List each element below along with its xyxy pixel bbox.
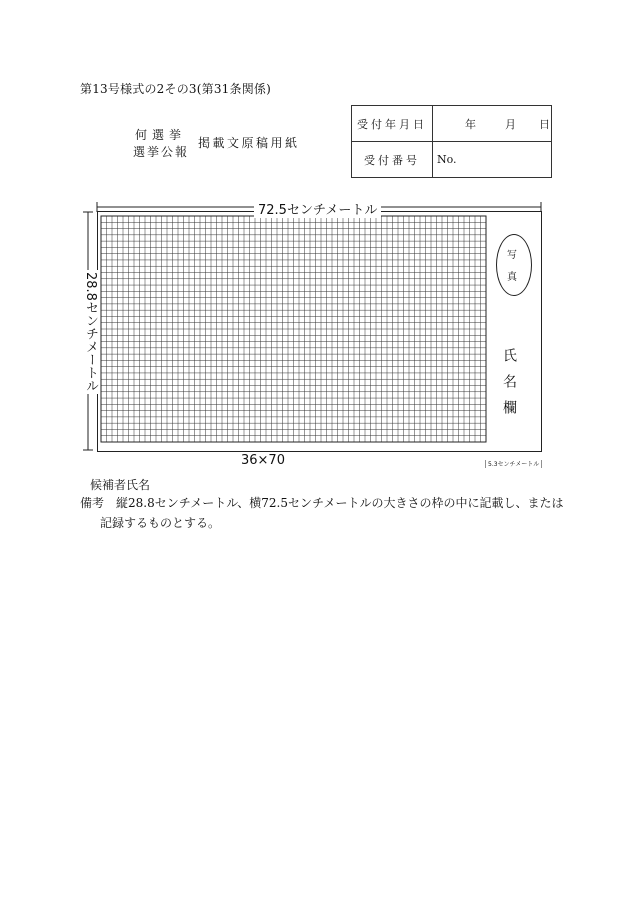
year-label: 年: [465, 118, 476, 131]
name-field-label: 氏名欄: [501, 348, 517, 426]
width-dimension-label: 72.5センチメートル: [254, 199, 381, 218]
number-prefix: No.: [437, 153, 457, 166]
month-label: 月: [505, 118, 516, 131]
photo-area[interactable]: [496, 234, 532, 296]
height-dimension-label: 28.8センチメートル: [83, 272, 98, 392]
candidate-name-label: 候補者氏名: [90, 478, 151, 492]
grid-size-label: 36×70: [241, 453, 285, 468]
photo-label-1: 写: [507, 250, 517, 261]
day-label: 日: [539, 118, 550, 131]
form-number: 第13号様式の2その3(第31条関係): [80, 82, 271, 96]
remarks-line-1: 備考 縦28.8センチメートル、横72.5センチメートルの大きさの枠の中に記載し、または: [80, 496, 564, 510]
writing-grid[interactable]: [101, 216, 486, 442]
manuscript-title: 掲載文原稿用紙: [198, 136, 300, 150]
receipt-number-label: 受付番号: [352, 142, 433, 178]
name-column-width-label: 5.3センチメートル: [488, 461, 540, 468]
election-name-line1: 何選挙: [135, 128, 187, 142]
remarks-line-2: 記録するものとする。: [100, 516, 221, 530]
photo-label-2: 真: [507, 272, 517, 283]
receipt-date-label: 受付年月日: [352, 106, 433, 142]
election-name-line2: 選挙公報: [133, 145, 190, 159]
